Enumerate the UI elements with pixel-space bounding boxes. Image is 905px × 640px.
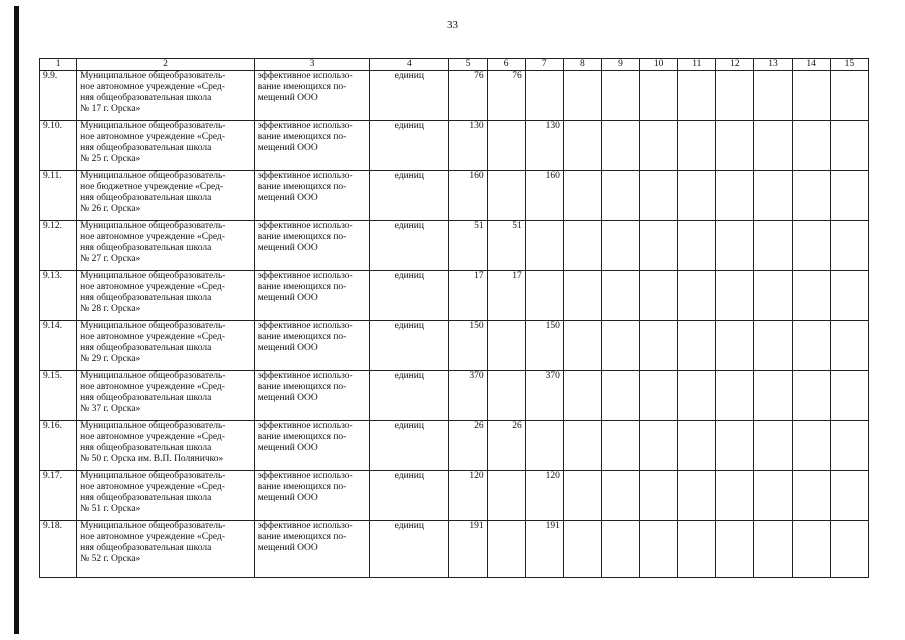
institution-name-line: № 26 г. Орска»: [80, 204, 141, 214]
empty-cell: [601, 421, 639, 471]
institution-name-line: ное автономное учреждение «Сред-: [80, 382, 225, 392]
table-row: [40, 271, 869, 321]
empty-cell: [678, 321, 716, 371]
unit-cell: единиц: [370, 171, 449, 221]
empty-cell: [792, 471, 830, 521]
empty-cell: [754, 121, 792, 171]
institution-name: [77, 271, 255, 321]
purpose-text-line: эффективное использо-: [257, 121, 353, 131]
institution-name: [77, 421, 255, 471]
empty-cell: [640, 171, 678, 221]
unit-cell: единиц: [370, 271, 449, 321]
purpose-text-line: эффективное использо-: [257, 421, 353, 431]
unit-cell: единиц: [370, 421, 449, 471]
purpose-text: [254, 521, 369, 578]
empty-cell: [563, 421, 601, 471]
empty-cell: [754, 471, 792, 521]
purpose-text: [254, 171, 369, 221]
value-col7: 370: [525, 371, 563, 421]
empty-cell: [716, 471, 754, 521]
row-number: 9.10.: [40, 121, 77, 171]
purpose-text-line: мещений ООО: [257, 293, 318, 303]
purpose-text-line: эффективное использо-: [257, 471, 353, 481]
empty-cell: [792, 371, 830, 421]
institution-name-line: Муниципальное общеобразователь-: [80, 421, 226, 431]
table-row: [40, 321, 869, 371]
empty-cell: [563, 521, 601, 578]
institution-name-line: Муниципальное общеобразователь-: [80, 221, 226, 231]
purpose-text-line: вание имеющихся по-: [257, 432, 347, 442]
page-number: 33: [447, 19, 458, 31]
table-row: [40, 221, 869, 271]
empty-cell: [678, 71, 716, 121]
row-number: 9.11.: [40, 171, 77, 221]
institution-name-line: няя общеобразовательная школа: [80, 443, 212, 453]
value-col7: 160: [525, 171, 563, 221]
purpose-text-line: вание имеющихся по-: [257, 382, 347, 392]
institution-name-line: № 27 г. Орска»: [80, 254, 141, 264]
value-col6: [487, 321, 525, 371]
value-col5: 51: [449, 221, 487, 271]
institution-name-line: № 50 г. Орска им. В.П. Поляничко»: [80, 454, 224, 464]
empty-cell: [754, 71, 792, 121]
purpose-text-line: эффективное использо-: [257, 321, 353, 331]
institution-name-line: ное автономное учреждение «Сред-: [80, 432, 225, 442]
empty-cell: [716, 171, 754, 221]
unit-cell: единиц: [370, 71, 449, 121]
empty-cell: [830, 221, 868, 271]
purpose-text: [254, 271, 369, 321]
value-col5: 120: [449, 471, 487, 521]
institution-name-line: ное бюджетное учреждение «Сред-: [80, 182, 224, 192]
column-header: 9: [601, 59, 639, 71]
institution-name-line: ное автономное учреждение «Сред-: [80, 232, 225, 242]
institution-name: [77, 171, 255, 221]
value-col6: [487, 471, 525, 521]
empty-cell: [792, 71, 830, 121]
institution-name-line: № 28 г. Орска»: [80, 304, 141, 314]
value-col5: 150: [449, 321, 487, 371]
empty-cell: [792, 271, 830, 321]
row-number: 9.14.: [40, 321, 77, 371]
empty-cell: [563, 471, 601, 521]
institution-name-line: Муниципальное общеобразователь-: [80, 521, 226, 531]
institution-name-line: Муниципальное общеобразователь-: [80, 71, 226, 81]
empty-cell: [563, 221, 601, 271]
empty-cell: [792, 321, 830, 371]
purpose-text: [254, 121, 369, 171]
unit-cell: единиц: [370, 521, 449, 578]
empty-cell: [716, 371, 754, 421]
purpose-text: [254, 321, 369, 371]
purpose-text-line: вание имеющихся по-: [257, 332, 347, 342]
empty-cell: [678, 221, 716, 271]
column-header: 12: [716, 59, 754, 71]
institution-name-line: Муниципальное общеобразователь-: [80, 171, 226, 181]
purpose-text-line: мещений ООО: [257, 93, 318, 103]
empty-cell: [830, 521, 868, 578]
value-col6: 17: [487, 271, 525, 321]
empty-cell: [640, 421, 678, 471]
value-col5: 370: [449, 371, 487, 421]
table-row: [40, 471, 869, 521]
column-header: 15: [830, 59, 868, 71]
institution-name-line: ное автономное учреждение «Сред-: [80, 532, 225, 542]
institution-name-line: № 25 г. Орска»: [80, 154, 141, 164]
institution-name-line: ное автономное учреждение «Сред-: [80, 82, 225, 92]
empty-cell: [754, 521, 792, 578]
empty-cell: [754, 321, 792, 371]
purpose-text-line: эффективное использо-: [257, 271, 353, 281]
column-header: 8: [563, 59, 601, 71]
institution-name-line: няя общеобразовательная школа: [80, 143, 212, 153]
value-col6: 51: [487, 221, 525, 271]
table-row: [40, 371, 869, 421]
column-header: 11: [678, 59, 716, 71]
institution-name-line: № 37 г. Орска»: [80, 404, 141, 414]
empty-cell: [678, 471, 716, 521]
empty-cell: [716, 321, 754, 371]
column-header: 1: [40, 59, 77, 71]
purpose-text: [254, 221, 369, 271]
empty-cell: [601, 271, 639, 321]
institution-name-line: няя общеобразовательная школа: [80, 493, 212, 503]
institution-name-line: няя общеобразовательная школа: [80, 393, 212, 403]
purpose-text-line: эффективное использо-: [257, 521, 353, 531]
empty-cell: [830, 321, 868, 371]
unit-cell: единиц: [370, 221, 449, 271]
institution-name-line: № 51 г. Орска»: [80, 504, 141, 514]
purpose-text-line: вание имеющихся по-: [257, 282, 347, 292]
institution-name-line: няя общеобразовательная школа: [80, 543, 212, 553]
institution-name-line: № 52 г. Орска»: [80, 554, 141, 564]
empty-cell: [792, 121, 830, 171]
empty-cell: [640, 71, 678, 121]
purpose-text-line: мещений ООО: [257, 393, 318, 403]
empty-cell: [716, 421, 754, 471]
purpose-text: [254, 371, 369, 421]
row-number: 9.12.: [40, 221, 77, 271]
empty-cell: [563, 71, 601, 121]
empty-cell: [716, 521, 754, 578]
table-body: [40, 71, 869, 578]
empty-cell: [563, 171, 601, 221]
value-col7: [525, 421, 563, 471]
empty-cell: [678, 521, 716, 578]
empty-cell: [640, 371, 678, 421]
data-table: [39, 58, 869, 578]
institution-name-line: няя общеобразовательная школа: [80, 343, 212, 353]
row-number: 9.16.: [40, 421, 77, 471]
institution-name-line: № 17 г. Орска»: [80, 104, 141, 114]
institution-name-line: ное автономное учреждение «Сред-: [80, 132, 225, 142]
value-col7: 130: [525, 121, 563, 171]
unit-cell: единиц: [370, 371, 449, 421]
column-header: 6: [487, 59, 525, 71]
purpose-text-line: эффективное использо-: [257, 371, 353, 381]
purpose-text-line: вание имеющихся по-: [257, 132, 347, 142]
table-row: [40, 121, 869, 171]
empty-cell: [830, 471, 868, 521]
institution-name-line: Муниципальное общеобразователь-: [80, 321, 226, 331]
institution-name-line: ное автономное учреждение «Сред-: [80, 282, 225, 292]
empty-cell: [601, 171, 639, 221]
purpose-text: [254, 421, 369, 471]
purpose-text-line: мещений ООО: [257, 243, 318, 253]
empty-cell: [830, 121, 868, 171]
empty-cell: [563, 321, 601, 371]
empty-cell: [640, 221, 678, 271]
empty-cell: [678, 271, 716, 321]
table-row: [40, 171, 869, 221]
institution-name: [77, 371, 255, 421]
column-header: 2: [77, 59, 255, 71]
empty-cell: [601, 221, 639, 271]
purpose-text-line: мещений ООО: [257, 493, 318, 503]
value-col5: 191: [449, 521, 487, 578]
empty-cell: [716, 121, 754, 171]
empty-cell: [792, 171, 830, 221]
purpose-text-line: вание имеющихся по-: [257, 82, 347, 92]
empty-cell: [678, 371, 716, 421]
table-row: [40, 421, 869, 471]
empty-cell: [640, 271, 678, 321]
unit-cell: единиц: [370, 321, 449, 371]
column-header: 4: [370, 59, 449, 71]
empty-cell: [716, 221, 754, 271]
empty-cell: [640, 321, 678, 371]
table-row: [40, 71, 869, 121]
value-col6: 26: [487, 421, 525, 471]
empty-cell: [754, 421, 792, 471]
row-number: 9.13.: [40, 271, 77, 321]
value-col7: 191: [525, 521, 563, 578]
purpose-text-line: мещений ООО: [257, 443, 318, 453]
empty-cell: [754, 271, 792, 321]
empty-cell: [678, 421, 716, 471]
empty-cell: [601, 71, 639, 121]
value-col6: [487, 371, 525, 421]
column-header: 5: [449, 59, 487, 71]
purpose-text-line: мещений ООО: [257, 143, 318, 153]
empty-cell: [563, 271, 601, 321]
institution-name: [77, 221, 255, 271]
empty-cell: [830, 71, 868, 121]
value-col6: [487, 121, 525, 171]
institution-name-line: Муниципальное общеобразователь-: [80, 121, 226, 131]
purpose-text: [254, 71, 369, 121]
institution-name: [77, 71, 255, 121]
binding-bar: [14, 6, 19, 634]
empty-cell: [563, 371, 601, 421]
purpose-text-line: мещений ООО: [257, 543, 318, 553]
empty-cell: [792, 221, 830, 271]
institution-name-line: Муниципальное общеобразователь-: [80, 471, 226, 481]
column-header: 3: [254, 59, 369, 71]
value-col6: 76: [487, 71, 525, 121]
value-col7: 120: [525, 471, 563, 521]
empty-cell: [601, 121, 639, 171]
purpose-text-line: вание имеющихся по-: [257, 532, 347, 542]
empty-cell: [792, 421, 830, 471]
institution-name-line: Муниципальное общеобразователь-: [80, 371, 226, 381]
value-col5: 160: [449, 171, 487, 221]
purpose-text-line: мещений ООО: [257, 343, 318, 353]
empty-cell: [754, 371, 792, 421]
header-row: [40, 59, 869, 71]
empty-cell: [640, 471, 678, 521]
empty-cell: [792, 521, 830, 578]
row-number: 9.18.: [40, 521, 77, 578]
empty-cell: [640, 521, 678, 578]
column-header: 14: [792, 59, 830, 71]
institution-name: [77, 121, 255, 171]
empty-cell: [601, 321, 639, 371]
purpose-text-line: эффективное использо-: [257, 171, 353, 181]
empty-cell: [640, 121, 678, 171]
row-number: 9.15.: [40, 371, 77, 421]
empty-cell: [601, 521, 639, 578]
empty-cell: [678, 121, 716, 171]
purpose-text-line: эффективное использо-: [257, 221, 353, 231]
institution-name: [77, 521, 255, 578]
value-col6: [487, 171, 525, 221]
value-col5: 26: [449, 421, 487, 471]
institution-name-line: № 29 г. Орска»: [80, 354, 141, 364]
row-number: 9.9.: [40, 71, 77, 121]
empty-cell: [563, 121, 601, 171]
institution-name-line: няя общеобразовательная школа: [80, 243, 212, 253]
purpose-text-line: вание имеющихся по-: [257, 182, 347, 192]
empty-cell: [830, 271, 868, 321]
empty-cell: [830, 421, 868, 471]
empty-cell: [754, 221, 792, 271]
value-col5: 17: [449, 271, 487, 321]
purpose-text-line: вание имеющихся по-: [257, 232, 347, 242]
purpose-text-line: эффективное использо-: [257, 71, 353, 81]
institution-name: [77, 471, 255, 521]
empty-cell: [830, 171, 868, 221]
unit-cell: единиц: [370, 471, 449, 521]
empty-cell: [678, 171, 716, 221]
purpose-text: [254, 471, 369, 521]
institution-name-line: ное автономное учреждение «Сред-: [80, 482, 225, 492]
institution-name: [77, 321, 255, 371]
value-col5: 76: [449, 71, 487, 121]
institution-name-line: няя общеобразовательная школа: [80, 93, 212, 103]
unit-cell: единиц: [370, 121, 449, 171]
column-header: 7: [525, 59, 563, 71]
empty-cell: [754, 171, 792, 221]
empty-cell: [601, 471, 639, 521]
institution-name-line: няя общеобразовательная школа: [80, 193, 212, 203]
column-header: 10: [640, 59, 678, 71]
value-col5: 130: [449, 121, 487, 171]
value-col7: 150: [525, 321, 563, 371]
column-header: 13: [754, 59, 792, 71]
empty-cell: [716, 271, 754, 321]
purpose-text-line: вание имеющихся по-: [257, 482, 347, 492]
value-col7: [525, 271, 563, 321]
table-row: [40, 521, 869, 578]
empty-cell: [601, 371, 639, 421]
row-number: 9.17.: [40, 471, 77, 521]
institution-name-line: няя общеобразовательная школа: [80, 293, 212, 303]
value-col7: [525, 71, 563, 121]
institution-name-line: ное автономное учреждение «Сред-: [80, 332, 225, 342]
empty-cell: [716, 71, 754, 121]
empty-cell: [830, 371, 868, 421]
institution-name-line: Муниципальное общеобразователь-: [80, 271, 226, 281]
purpose-text-line: мещений ООО: [257, 193, 318, 203]
value-col6: [487, 521, 525, 578]
value-col7: [525, 221, 563, 271]
